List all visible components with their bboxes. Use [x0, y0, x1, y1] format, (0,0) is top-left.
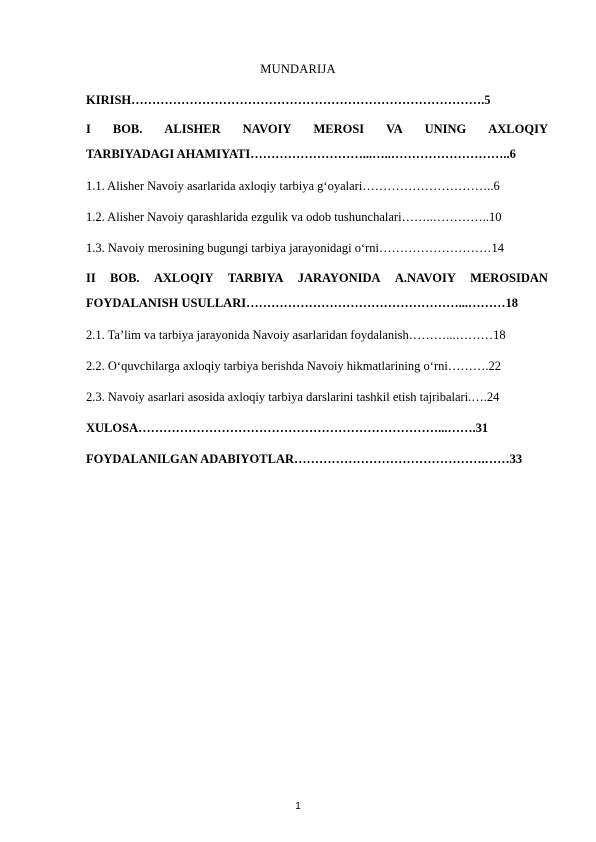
- toc-entry-xulosa[interactable]: XULOSA………………………………………………………………...…….31: [86, 421, 489, 435]
- toc-word: NAVOIY: [242, 122, 292, 136]
- toc-word: TARBIYA: [227, 271, 284, 285]
- toc-entry-2-1[interactable]: 2.1. Ta’lim va tarbiya jarayonida Navoiy asarlaridan foydalanish………...………18: [86, 328, 506, 342]
- toc-word: AXLOQIY: [488, 122, 548, 136]
- toc-word: UNING: [424, 122, 467, 136]
- toc-word: A.NAVOIY: [394, 271, 456, 285]
- toc-entry-kirish[interactable]: KIRISH………………………………………………………………………….5: [86, 93, 491, 107]
- toc-word: JARAYONIDA: [297, 271, 381, 285]
- toc-word: BOB.: [112, 122, 143, 136]
- toc-word: ALISHER: [164, 122, 221, 136]
- document-title: MUNDARIJA: [260, 62, 336, 76]
- toc-entry-1-3[interactable]: 1.3. Navoiy merosining bugungi tarbiya jarayonidagi o‘rni………………………14: [86, 241, 504, 255]
- toc-word: AXLOQIY: [153, 271, 214, 285]
- toc-entry-chapter2-line2[interactable]: FOYDALANISH USULLARI……………………………………………...………18: [86, 296, 518, 310]
- toc-entry-1-1[interactable]: 1.1. Alisher Navoiy asarlarida axloqiy tarbiya g‘oyalari…………………………..6: [86, 179, 500, 193]
- toc-word: VA: [386, 122, 403, 136]
- toc-entry-2-2[interactable]: 2.2. O‘quvchilarga axloqiy tarbiya berishda Navoiy hikmatlarining o‘rni……….22: [86, 359, 501, 373]
- page-number: 1: [295, 801, 301, 812]
- toc-word: MEROSIDAN: [470, 271, 548, 285]
- toc-entry-1-2[interactable]: 1.2. Alisher Navoiy qarashlarida ezgulik va odob tushunchalari……..…………..10: [86, 210, 502, 224]
- toc-entry-chapter1-line2[interactable]: TARBIYADAGI AHAMIYATI………………………...…..………………………..6: [86, 147, 516, 161]
- toc-entry-2-3[interactable]: 2.3. Navoiy asarlari asosida axloqiy tarbiya darslarini tashkil etish tajribalari.….24: [86, 390, 500, 404]
- toc-entry-adabiyotlar[interactable]: FOYDALANILGAN ADABIYOTLAR……………………………………….……33: [86, 452, 523, 466]
- toc-word: II: [86, 271, 96, 285]
- toc-entry-chapter1-line1[interactable]: [86, 121, 548, 137]
- toc-word: BOB.: [110, 271, 140, 285]
- toc-entry-chapter2-line1[interactable]: [86, 270, 548, 286]
- toc-word: I: [86, 122, 91, 136]
- toc-word: MEROSI: [313, 122, 365, 136]
